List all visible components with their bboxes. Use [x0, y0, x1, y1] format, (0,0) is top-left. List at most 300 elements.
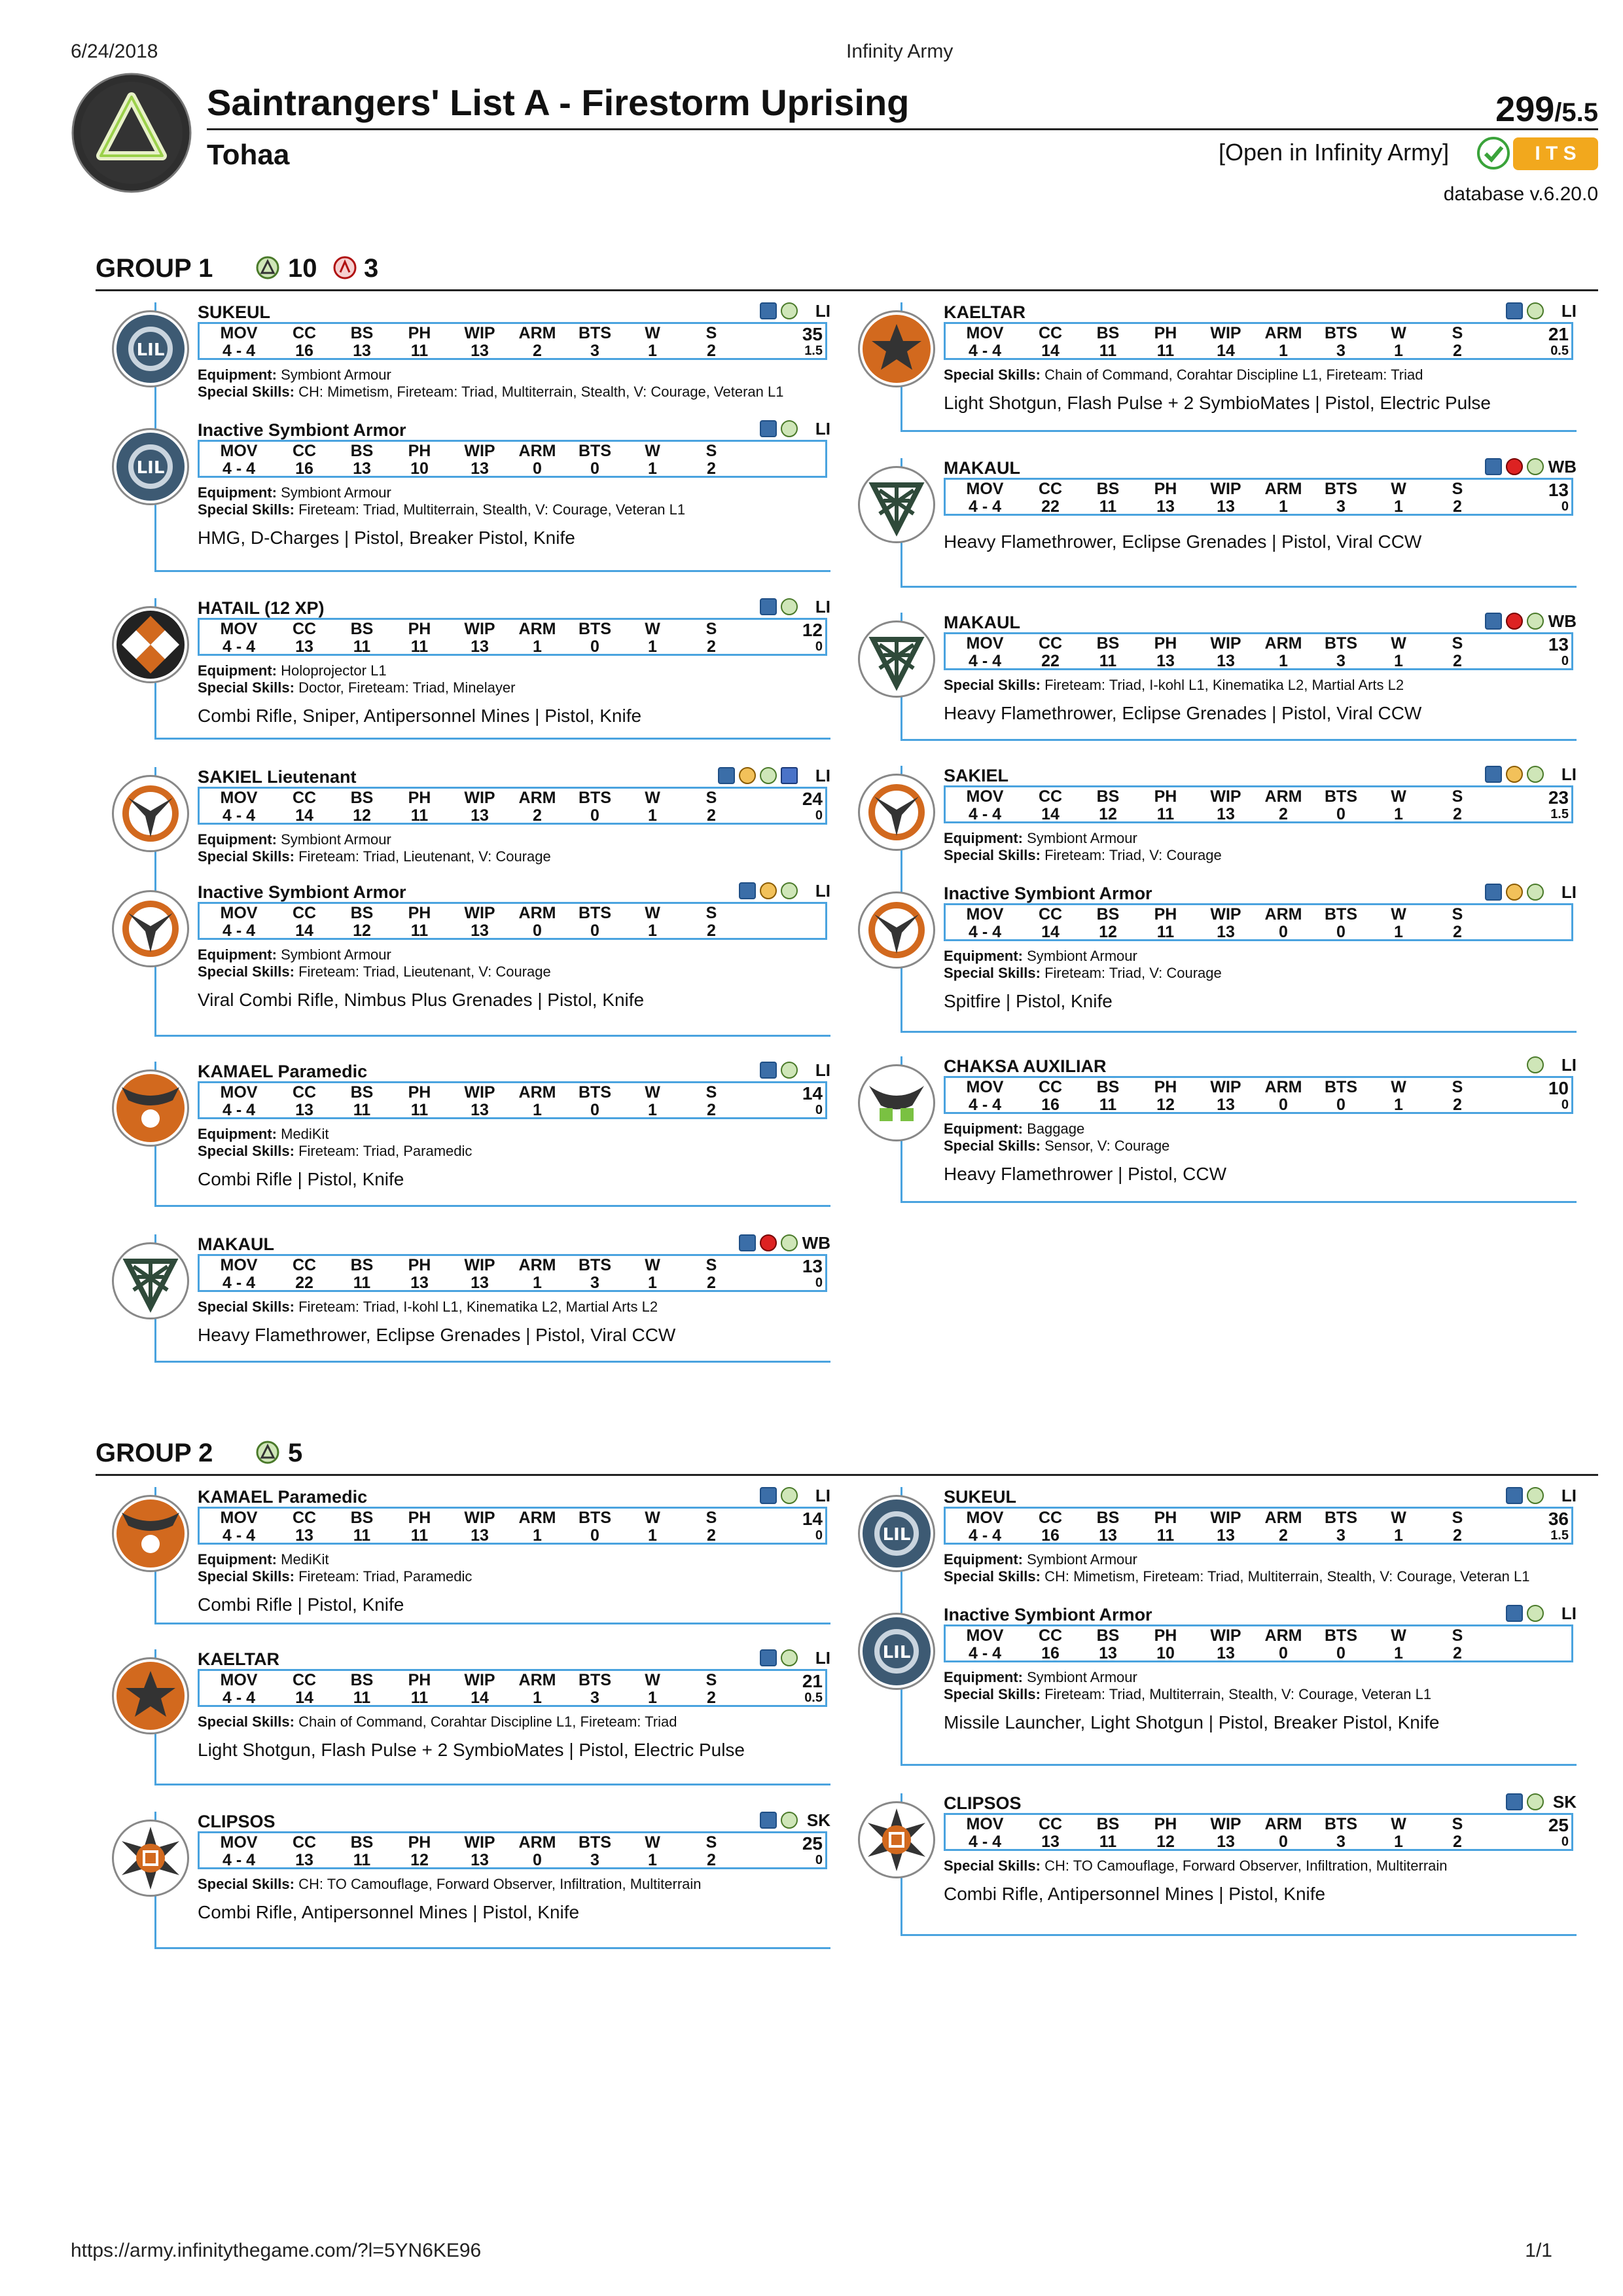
stat-header: BTS: [1325, 1509, 1357, 1527]
stat-header: BS: [1096, 1078, 1120, 1096]
stat-value: 13: [1217, 923, 1235, 941]
unit-icons: [760, 1649, 798, 1666]
group-1-label: GROUP 1: [96, 254, 213, 283]
stat-value: 0: [1279, 1096, 1288, 1114]
stat-header: CC: [292, 1083, 317, 1102]
unit-name[interactable]: KAELTAR: [198, 1649, 279, 1669]
stat-value: 14: [1217, 342, 1235, 360]
profile-icon[interactable]: [760, 1062, 777, 1079]
stat-value: 4 - 4: [222, 342, 256, 360]
stat-header: BTS: [1325, 324, 1357, 342]
weapons-line: Combi Rifle | Pistol, Knife: [198, 1594, 404, 1615]
special-skills-line: [944, 677, 1404, 694]
unit-card: [901, 1056, 1577, 1203]
unit-emblem-icon: [858, 310, 935, 387]
unit-icons: [1485, 884, 1544, 901]
cost-box: [1548, 480, 1569, 512]
stat-value: 11: [353, 1101, 371, 1119]
stat-header: PH: [1154, 787, 1177, 806]
profile-icon[interactable]: [1506, 1487, 1523, 1504]
unit-swc: 0: [1561, 1835, 1569, 1849]
stat-header: BTS: [1325, 787, 1357, 806]
stat-value: 4 - 4: [222, 806, 256, 825]
unit-name[interactable]: Inactive Symbiont Armor: [944, 884, 1152, 903]
equipment-label: Equipment:: [944, 1669, 1023, 1685]
stat-header: CC: [292, 904, 317, 922]
unit-card: [901, 302, 1577, 432]
cost-box: [802, 1083, 823, 1116]
profile-icon[interactable]: [739, 882, 756, 899]
stat-table: [944, 322, 1573, 360]
stat-value: 2: [707, 1851, 716, 1869]
unit-name[interactable]: MAKAUL: [944, 458, 1020, 478]
print-date: 6/24/2018: [71, 41, 158, 62]
unit-name[interactable]: Inactive Symbiont Armor: [198, 882, 406, 902]
profile-icon[interactable]: [718, 767, 735, 784]
unit-cost: 25: [1548, 1815, 1569, 1835]
stat-header: ARM: [518, 1256, 556, 1274]
stat-header: BTS: [579, 1671, 611, 1689]
stat-header: ARM: [1264, 787, 1302, 806]
stat-header: BTS: [579, 904, 611, 922]
impetuous-icon[interactable]: [1506, 613, 1523, 630]
special-skills-value: Fireteam: Triad, V: Courage: [1044, 847, 1222, 863]
regular-order-icon[interactable]: [1527, 1056, 1544, 1073]
unit-emblem-icon: [112, 310, 189, 387]
stat-header: CC: [1038, 324, 1063, 342]
stat-value: 13: [1041, 1833, 1060, 1851]
profile-icon[interactable]: [760, 1649, 777, 1666]
unit-icons: [739, 1234, 798, 1251]
profile-icon[interactable]: [1485, 884, 1502, 901]
unit-emblem-icon: [112, 1069, 189, 1147]
unit-type: LI: [1561, 764, 1577, 784]
regular-order-icon[interactable]: [1527, 766, 1544, 783]
stat-header: PH: [1154, 1626, 1177, 1645]
special-skills-value: Fireteam: Triad, Paramedic: [298, 1143, 473, 1159]
profile-icon[interactable]: [1485, 613, 1502, 630]
site-name: Infinity Army: [846, 41, 954, 62]
unit-type: LI: [815, 1060, 830, 1080]
stat-header: W: [645, 1083, 660, 1102]
stat-value: 13: [471, 1274, 489, 1292]
unit-name[interactable]: Inactive Symbiont Armor: [944, 1605, 1152, 1624]
stat-header: BS: [1096, 1626, 1120, 1645]
unit-card: [154, 1062, 830, 1207]
stat-header: PH: [1154, 905, 1177, 924]
stat-value: 2: [707, 922, 716, 940]
card-bottom-line: [156, 1361, 830, 1363]
unit-name[interactable]: MAKAUL: [198, 1234, 274, 1254]
stat-header: WIP: [1210, 480, 1241, 498]
stat-header: MOV: [220, 1671, 258, 1689]
special-skills-line: [198, 1713, 677, 1731]
stat-header: S: [1452, 1626, 1463, 1645]
card-bottom-line: [156, 1623, 830, 1624]
stat-value: 1: [648, 459, 657, 478]
stat-header: BS: [1096, 634, 1120, 653]
profile-icon[interactable]: [760, 302, 777, 319]
stat-header: PH: [1154, 480, 1177, 498]
stat-header: BS: [350, 1256, 374, 1274]
cost-box: [802, 324, 823, 357]
unit-card: [901, 1793, 1577, 1936]
stat-header: BS: [1096, 1815, 1120, 1833]
equipment-line: [198, 1126, 329, 1143]
profile-icon[interactable]: [760, 1812, 777, 1829]
unit-card: [154, 598, 830, 740]
stat-header: CC: [1038, 480, 1063, 498]
cost-box: [1548, 787, 1569, 820]
special-skills-label: Special Skills:: [198, 501, 294, 518]
regular-order-icon[interactable]: [781, 1649, 798, 1666]
equipment-label: Equipment:: [198, 367, 277, 383]
equipment-value: Symbiont Armour: [281, 831, 391, 848]
stat-value: 13: [1217, 1644, 1235, 1662]
fireteam-icon[interactable]: [1506, 884, 1523, 901]
regular-order-icon[interactable]: [1527, 1793, 1544, 1810]
unit-name[interactable]: KAMAEL Paramedic: [198, 1487, 368, 1507]
equipment-value: Holoprojector L1: [281, 662, 387, 679]
weapons-line: Combi Rifle, Antipersonnel Mines | Pistol, Knife: [944, 1884, 1326, 1904]
regular-order-icon[interactable]: [781, 420, 798, 437]
stat-value: 13: [1217, 497, 1235, 516]
stat-value: 0: [590, 1101, 599, 1119]
stat-header: PH: [408, 789, 431, 807]
stat-header: WIP: [1210, 787, 1241, 806]
special-skills-line: [198, 1143, 472, 1160]
special-skills-line: [944, 1857, 1448, 1874]
regular-order-icon[interactable]: [781, 302, 798, 319]
special-skills-line: [944, 1686, 1431, 1703]
regular-order-icon[interactable]: [1527, 1605, 1544, 1622]
special-skills-value: Fireteam: Triad, Lieutenant, V: Courage: [298, 963, 551, 980]
stat-value: 1: [648, 1689, 657, 1707]
unit-card: [154, 1649, 830, 1785]
stat-value: 1: [1279, 652, 1288, 670]
regular-order-icon[interactable]: [760, 767, 777, 784]
stat-value: 1: [533, 1526, 542, 1545]
stat-value: 3: [1336, 342, 1346, 360]
stat-header: S: [705, 324, 717, 342]
unit-cost: 23: [1548, 787, 1569, 808]
regular-order-icon[interactable]: [1527, 302, 1544, 319]
stat-header: S: [705, 1671, 717, 1689]
regular-order-icon[interactable]: [781, 598, 798, 615]
unit-swc: 1.5: [804, 344, 823, 358]
stat-header: MOV: [966, 905, 1004, 924]
cost-box: [1548, 1509, 1569, 1541]
unit-type: LI: [1561, 882, 1577, 902]
stat-header: CC: [292, 1509, 317, 1527]
stat-header: PH: [1154, 1509, 1177, 1527]
svg-text:LIL: LIL: [136, 340, 165, 360]
special-skills-label: Special Skills:: [944, 1138, 1041, 1154]
regular-order-icon[interactable]: [1527, 884, 1544, 901]
special-skills-line: [198, 501, 685, 518]
unit-name[interactable]: SUKEUL: [198, 302, 271, 322]
unit-emblem-icon: [112, 1820, 189, 1897]
equipment-label: Equipment:: [198, 1551, 277, 1568]
stat-value: 13: [1156, 497, 1175, 516]
unit-emblem-icon: [858, 891, 935, 969]
weapons-line: Heavy Flamethrower, Eclipse Grenades | Pistol, Viral CCW: [944, 703, 1422, 723]
stat-header: CC: [292, 442, 317, 460]
stat-value: 1: [648, 1101, 657, 1119]
profile-icon[interactable]: [1485, 766, 1502, 783]
stat-header: MOV: [966, 634, 1004, 653]
stat-value: 2: [533, 342, 542, 360]
stat-value: 2: [707, 342, 716, 360]
stat-value: 3: [1336, 497, 1346, 516]
stat-value: 1: [1279, 497, 1288, 516]
stat-header: CC: [1038, 1509, 1063, 1527]
fireteam-icon[interactable]: [739, 767, 756, 784]
regular-order-icon[interactable]: [1527, 458, 1544, 475]
stat-value: 11: [410, 637, 429, 656]
stat-header: BS: [350, 324, 374, 342]
profile-icon[interactable]: [760, 420, 777, 437]
stat-header: BS: [350, 442, 374, 460]
stat-header: W: [645, 442, 660, 460]
stat-header: ARM: [1264, 324, 1302, 342]
unit-emblem-icon: [858, 1064, 935, 1141]
stat-header: S: [705, 442, 717, 460]
stat-value: 1: [1394, 1644, 1403, 1662]
unit-name[interactable]: CLIPSOS: [198, 1812, 276, 1831]
stat-header: CC: [292, 1256, 317, 1274]
stat-header: ARM: [518, 620, 556, 638]
stat-header: WIP: [464, 1083, 495, 1102]
unit-cost: 12: [802, 620, 823, 640]
stat-header: S: [1452, 1815, 1463, 1833]
stat-value: 12: [353, 922, 371, 940]
special-skills-line: [944, 1568, 1529, 1585]
card-bottom-line: [902, 1031, 1577, 1033]
stat-header: W: [645, 1671, 660, 1689]
stat-value: 11: [410, 1526, 429, 1545]
stat-header: ARM: [1264, 1509, 1302, 1527]
unit-card: [901, 458, 1577, 588]
unit-swc: 0: [815, 1853, 823, 1867]
stat-value: 12: [1099, 923, 1117, 941]
unit-icons: [760, 1487, 798, 1504]
regular-order-icon: [255, 255, 280, 280]
weapons-line: Missile Launcher, Light Shotgun | Pistol, Breaker Pistol, Knife: [944, 1712, 1440, 1732]
stat-header: PH: [408, 620, 431, 638]
unit-icons: [1506, 1605, 1544, 1622]
special-skills-label: Special Skills:: [944, 677, 1041, 693]
unit-card: [882, 1486, 1577, 1766]
stat-value: 0: [1336, 1096, 1346, 1114]
stat-table: [198, 1254, 827, 1292]
stat-header: ARM: [1264, 480, 1302, 498]
impetuous-icon[interactable]: [1506, 458, 1523, 475]
stat-value: 14: [1041, 923, 1060, 941]
stat-table: [198, 618, 827, 656]
cost-box: [1548, 324, 1569, 357]
unit-cost: 10: [1548, 1078, 1569, 1098]
unit-cost: 24: [802, 789, 823, 809]
unit-name[interactable]: SUKEUL: [944, 1487, 1017, 1507]
unit-name[interactable]: CLIPSOS: [944, 1793, 1022, 1813]
regular-order-icon[interactable]: [781, 1487, 798, 1504]
stat-value: 0: [1336, 805, 1346, 823]
stat-value: 4 - 4: [222, 1851, 256, 1869]
stat-header: WIP: [464, 789, 495, 807]
unit-icons: [1506, 1487, 1544, 1504]
stat-header: BS: [350, 1509, 374, 1527]
stat-value: 4 - 4: [222, 459, 256, 478]
card-bottom-line: [156, 570, 830, 572]
stat-value: 3: [1336, 1833, 1346, 1851]
stat-value: 0: [1336, 1644, 1346, 1662]
stat-value: 13: [471, 1526, 489, 1545]
unit-name[interactable]: MAKAUL: [944, 613, 1020, 632]
stat-value: 11: [1156, 342, 1175, 360]
stat-header: MOV: [966, 324, 1004, 342]
stat-table: [198, 322, 827, 360]
unit-cost: 14: [802, 1509, 823, 1529]
equipment-line: [944, 1669, 1137, 1686]
stat-header: BTS: [579, 1083, 611, 1102]
unit-name[interactable]: CHAKSA AUXILIAR: [944, 1056, 1107, 1076]
stat-value: 10: [1156, 1644, 1175, 1662]
stat-header: BS: [350, 1083, 374, 1102]
equipment-value: Symbiont Armour: [281, 946, 391, 963]
fireteam-icon[interactable]: [1506, 766, 1523, 783]
impetuous-icon[interactable]: [760, 1234, 777, 1251]
profile-icon[interactable]: [1506, 1605, 1523, 1622]
stat-value: 13: [353, 459, 371, 478]
stat-header: MOV: [220, 1833, 258, 1852]
stat-value: 3: [1336, 1526, 1346, 1545]
group-1-irregular-count: 3: [364, 254, 379, 283]
stat-header: MOV: [966, 787, 1004, 806]
stat-value: 13: [1099, 1526, 1117, 1545]
stat-header: W: [645, 1509, 660, 1527]
stat-value: 4 - 4: [968, 1096, 1002, 1114]
unit-card: [154, 767, 830, 1037]
profile-icon[interactable]: [1485, 458, 1502, 475]
stat-value: 11: [410, 922, 429, 940]
profile-icon[interactable]: [1506, 1793, 1523, 1810]
regular-order-icon[interactable]: [781, 1812, 798, 1829]
regular-order-icon[interactable]: [781, 1234, 798, 1251]
stat-value: 2: [1453, 1644, 1462, 1662]
cost-box: [802, 789, 823, 821]
stat-value: 2: [1279, 805, 1288, 823]
equipment-label: Equipment:: [198, 831, 277, 848]
unit-icons: [760, 1062, 798, 1079]
unit-icons: [739, 882, 798, 899]
stat-header: PH: [1154, 634, 1177, 653]
unit-emblem-icon: [858, 1613, 935, 1690]
unit-name[interactable]: Inactive Symbiont Armor: [198, 420, 406, 440]
unit-icons: [760, 420, 798, 437]
fireteam-icon[interactable]: [760, 882, 777, 899]
profile-icon[interactable]: [760, 598, 777, 615]
database-version: database v.6.20.0: [1443, 183, 1598, 205]
unit-icons: [760, 598, 798, 615]
stat-value: 4 - 4: [968, 497, 1002, 516]
unit-name[interactable]: HATAIL (12 XP): [198, 598, 325, 618]
unit-cost: 36: [1548, 1509, 1569, 1529]
regular-order-icon[interactable]: [1527, 1487, 1544, 1504]
regular-order-icon[interactable]: [781, 882, 798, 899]
lieutenant-icon[interactable]: [781, 767, 798, 784]
stat-value: 13: [295, 637, 313, 656]
card-bottom-line: [156, 738, 830, 740]
stat-header: BTS: [579, 442, 611, 460]
equipment-line: [944, 830, 1137, 847]
special-skills-value: Fireteam: Triad, Multiterrain, Stealth, V: Courage, Veteran L1: [1044, 1686, 1432, 1702]
stat-header: BS: [1096, 324, 1120, 342]
stat-table: [944, 632, 1573, 670]
stat-value: 13: [471, 806, 489, 825]
stat-value: 4 - 4: [222, 637, 256, 656]
regular-order-icon[interactable]: [781, 1062, 798, 1079]
stat-value: 1: [648, 922, 657, 940]
special-skills-label: Special Skills:: [198, 384, 294, 400]
stat-header: S: [1452, 1078, 1463, 1096]
unit-type: SK: [806, 1810, 830, 1830]
stat-header: CC: [1038, 1815, 1063, 1833]
unit-type: WB: [1548, 457, 1577, 476]
stat-header: S: [705, 620, 717, 638]
footer-url[interactable]: https://army.infinitythegame.com/?l=5YN6KE96: [71, 2240, 482, 2261]
stat-header: W: [645, 324, 660, 342]
stat-header: CC: [1038, 787, 1063, 806]
profile-icon[interactable]: [760, 1487, 777, 1504]
equipment-label: Equipment:: [944, 830, 1023, 846]
unit-emblem-icon: [112, 890, 189, 967]
stat-header: MOV: [966, 480, 1004, 498]
unit-type: LI: [1561, 1055, 1577, 1075]
stat-value: 0: [533, 459, 542, 478]
stat-header: BTS: [579, 789, 611, 807]
unit-name[interactable]: SAKIEL: [944, 766, 1009, 785]
stat-header: S: [705, 789, 717, 807]
stat-value: 16: [1041, 1644, 1060, 1662]
special-skills-label: Special Skills:: [198, 1299, 294, 1315]
stat-value: 2: [1453, 805, 1462, 823]
stat-value: 4 - 4: [968, 342, 1002, 360]
stat-header: S: [1452, 480, 1463, 498]
stat-header: CC: [292, 324, 317, 342]
svg-text:LIL: LIL: [136, 458, 165, 478]
profile-icon[interactable]: [739, 1234, 756, 1251]
open-in-army-link[interactable]: [Open in Infinity Army]: [1219, 139, 1450, 166]
stat-value: 13: [295, 1851, 313, 1869]
stat-header: BTS: [579, 1833, 611, 1852]
unit-name[interactable]: KAELTAR: [944, 302, 1026, 322]
stat-header: W: [1391, 1078, 1406, 1096]
stat-value: 2: [1453, 1096, 1462, 1114]
unit-name[interactable]: KAMAEL Paramedic: [198, 1062, 368, 1081]
profile-icon[interactable]: [1506, 302, 1523, 319]
stat-value: 2: [533, 806, 542, 825]
unit-icons: [1527, 1056, 1544, 1073]
stat-value: 11: [1156, 1526, 1175, 1545]
special-skills-label: Special Skills:: [944, 1686, 1041, 1702]
special-skills-value: Fireteam: Triad, Lieutenant, V: Courage: [298, 848, 551, 865]
regular-order-icon[interactable]: [1527, 613, 1544, 630]
unit-cost: 14: [802, 1083, 823, 1103]
unit-name[interactable]: SAKIEL Lieutenant: [198, 767, 357, 787]
stat-value: 14: [295, 806, 313, 825]
stat-header: BTS: [1325, 634, 1357, 653]
